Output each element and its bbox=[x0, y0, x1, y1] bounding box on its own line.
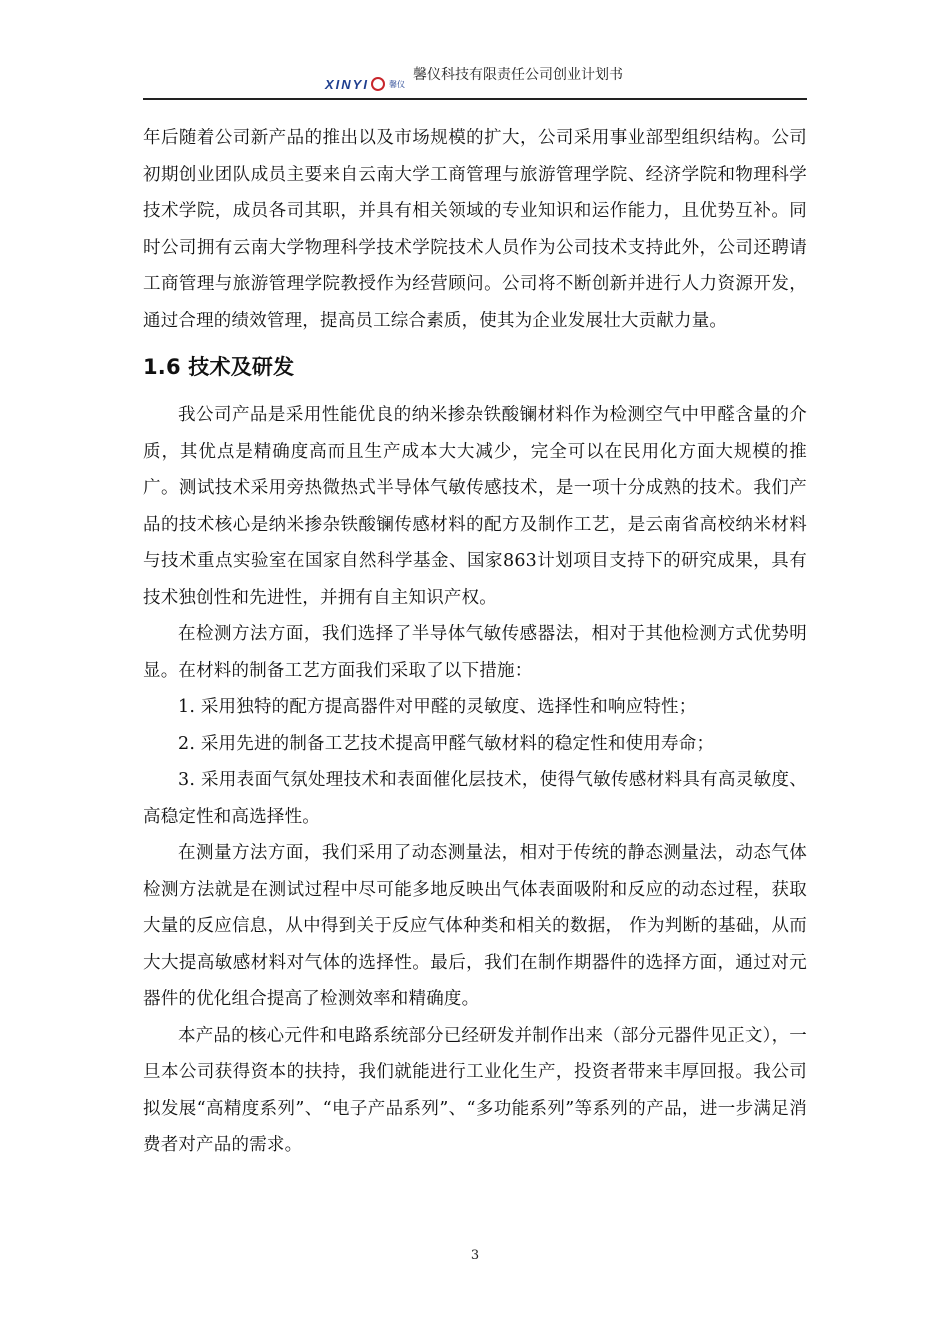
list-item: 1. 采用独特的配方提高器件对甲醛的灵敏度、选择性和响应特性； bbox=[178, 697, 697, 717]
paragraph: 在测量方法方面，我们采用了动态测量法，相对于传统的静态测量法，动态气体检测方法就是在测试过程中尽可能多地反映出气体表面吸附和反应的动态过程，获取大量的反应信息，从中得到关于反应气体种类和相关的数据， 作为判断的基础，从而大大提高敏感材料对气体的选择性。最后，我们在制作期器件的选择方面，通过对元器件的优化组合提高了检测效率和精确度。 bbox=[143, 843, 807, 1009]
section-heading: 1.6 技术及研发 bbox=[143, 355, 295, 379]
page-header bbox=[143, 58, 807, 100]
paragraph: 本产品的核心元件和电路系统部分已经研发并制作出来（部分元器件见正文），一旦本公司获得资本的扶持，我们就能进行工业化生产，投资者带来丰厚回报。我公司拟发展“高精度系列”、“电子产品系列”、“多功能系列”等系列的产品，进一步满足消费者对产品的需求。 bbox=[143, 1025, 807, 1155]
logo-text: XINYI bbox=[325, 76, 369, 92]
logo-subtext: 馨仪 bbox=[388, 79, 405, 89]
company-logo bbox=[325, 76, 405, 92]
list-item: 3. 采用表面气氛处理技术和表面催化层技术，使得气敏传感材料具有高灵敏度、高稳定性和高选择性。 bbox=[143, 770, 807, 827]
logo-ring-icon bbox=[371, 77, 385, 91]
paragraph-continued: 年后随着公司新产品的推出以及市场规模的扩大，公司采用事业部型组织结构。公司初期创业团队成员主要来自云南大学工商管理与旅游管理学院、经济学院和物理科学技术学院，成员各司其职，并具有相关领域的专业知识和运作能力，且优势互补。同时公司拥有云南大学物理科学技术学院技术人员作为公司技术支持此外，公司还聘请工商管理与旅游管理学院教授作为经营顾问。公司将不断创新并进行人力资源开发，通过合理的绩效管理，提高员工综合素质，使其为企业发展壮大贡献力量。 bbox=[143, 128, 807, 331]
header-title: 馨仪科技有限责任公司创业计划书 bbox=[413, 67, 623, 83]
page-number: 3 bbox=[470, 1248, 480, 1263]
paragraph: 在检测方法方面，我们选择了半导体气敏传感器法，相对于其他检测方式优势明显。在材料的制备工艺方面我们采取了以下措施： bbox=[143, 624, 807, 681]
list-item: 2. 采用先进的制备工艺技术提高甲醛气敏材料的稳定性和使用寿命； bbox=[178, 733, 715, 754]
document-body bbox=[143, 120, 807, 1164]
paragraph: 我公司产品是采用性能优良的纳米掺杂铁酸镧材料作为检测空气中甲醛含量的介质，其优点是精确度高而且生产成本大大减少，完全可以在民用化方面大规模的推广。测试技术采用旁热微热式半导体气敏传感技术，是一项十分成熟的技术。我们产品的技术核心是纳米掺杂铁酸镧传感材料的配方及制作工艺，是云南省高校纳米材料与技术重点实验室在国家自然科学基金、国家863计划项目支持下的研究成果，具有技术独创性和先进性，并拥有自主知识产权。 bbox=[143, 405, 807, 608]
